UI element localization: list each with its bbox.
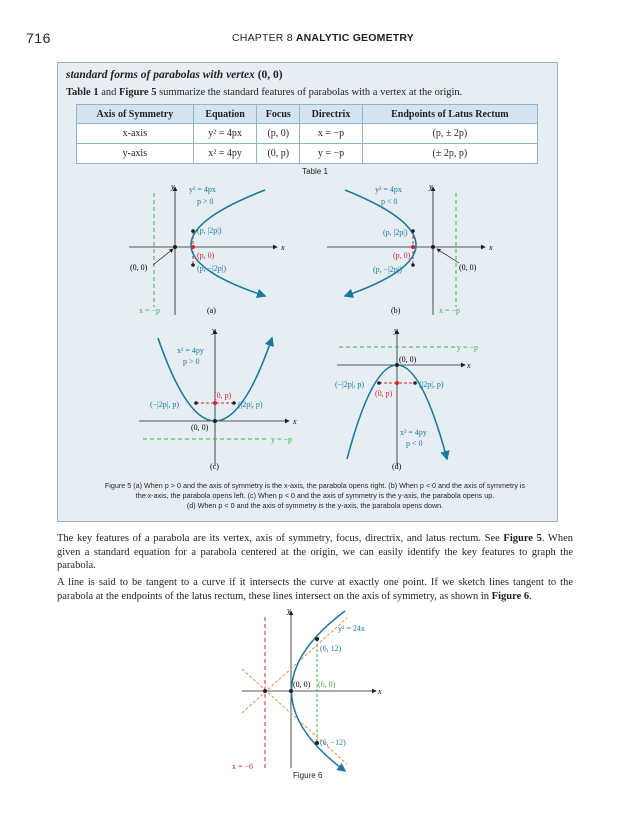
directrix-label: y = −p	[457, 343, 479, 352]
box-intro	[66, 87, 462, 98]
latus-right-label: (|2p|, p)	[419, 380, 444, 389]
graph-c-label: (c)	[210, 462, 219, 471]
graph-a-label: (a)	[207, 306, 216, 315]
latus-right-point	[232, 401, 236, 405]
cell: x² = 4py	[193, 144, 257, 164]
cell: (0, p)	[257, 144, 300, 164]
th-focus: Focus	[257, 105, 300, 124]
para-text: .	[529, 590, 532, 602]
latus-top-point	[191, 229, 195, 233]
para-text: A line is said to be tangent to a curve if it intersects the curve at exactly one point. If we sketch lines tangent to the parabola at the endpoints of the latus rectum, these lines intersect on the axis of symmetry, as shown in	[57, 577, 573, 602]
box-title-text: standard forms of parabolas with vertex	[66, 69, 255, 81]
condition-label: p > 0	[197, 197, 214, 206]
th-equation: Equation	[193, 105, 257, 124]
equation-label: y² = 4px	[375, 185, 402, 194]
latus-top-point	[411, 229, 415, 233]
y-label: y	[212, 326, 216, 335]
para-text: The key features of a parabola are its vertex, axis of symmetry, focus, directrix, and latus rectum. See	[57, 533, 504, 544]
graph-a	[129, 182, 285, 315]
graph-d	[335, 326, 478, 471]
table-header-row	[77, 105, 538, 124]
vertex-point	[173, 245, 177, 249]
cell: (± 2p, p)	[362, 144, 537, 164]
directrix-label: x = −p	[439, 306, 461, 315]
directrix-label: y = −p	[271, 435, 293, 444]
graph-b	[327, 182, 493, 315]
focus-point	[213, 401, 217, 405]
latus-bottom-label: (p, −|2p|)	[197, 264, 227, 273]
table-caption: Table 1	[302, 167, 328, 176]
origin-label: (0, 0)	[399, 355, 417, 364]
tangent-line-upper	[242, 618, 347, 713]
origin-pointer	[153, 249, 173, 265]
origin-label: (0, 0)	[459, 263, 477, 272]
chapter-prefix: CHAPTER 8	[232, 32, 293, 44]
condition-label: p > 0	[183, 357, 200, 366]
equation-label: x² = 4py	[400, 428, 427, 437]
x-label: x	[378, 687, 382, 696]
paragraph-key-features	[57, 532, 573, 573]
figure5-ref: Figure 5	[503, 533, 542, 544]
directrix-label: x = −p	[139, 306, 161, 315]
figure6-ref: Figure 6	[491, 590, 530, 602]
figure5-caption	[100, 481, 530, 511]
cell: y = −p	[300, 144, 362, 164]
latus-left-label: (−|2p|, p)	[150, 400, 180, 409]
figure6-caption: Figure 6	[293, 771, 323, 780]
origin-label: (0, 0)	[130, 263, 148, 272]
cell: (p, ± 2p)	[362, 124, 537, 144]
latus-bottom-point	[315, 741, 319, 745]
latus-left-label: (−|2p|, p)	[335, 380, 365, 389]
th-axis: Axis of Symmetry	[77, 105, 194, 124]
focus-label: (p, 0)	[197, 251, 215, 260]
latus-top-point	[315, 637, 319, 641]
y-label: y	[287, 606, 291, 615]
condition-label: p < 0	[406, 439, 423, 448]
x-label: x	[281, 243, 285, 252]
para-text: . When given a standard equation for a parabola centered at the origin, we can easily identify the key features to graph the parabola.	[57, 533, 574, 572]
vertex-point	[289, 689, 293, 693]
box-title-vertex: (0, 0)	[257, 69, 283, 81]
latus-bottom-point	[411, 263, 415, 267]
intro-rest: summarize the standard features of parabolas with a vertex at the origin.	[156, 87, 463, 98]
y-label: y	[394, 326, 398, 335]
focus-label: (0, p)	[375, 389, 393, 398]
th-latus: Endpoints of Latus Rectum	[362, 105, 537, 124]
table-row	[77, 124, 538, 144]
caption-line: (d) When p < 0 and the axis of symmetry is the y-axis, the parabola opens down.	[186, 501, 444, 510]
paragraph-tangent	[57, 576, 573, 603]
equation-label: y² = 24x	[338, 624, 365, 633]
focus-label: (0, p)	[214, 391, 232, 400]
y-label: y	[171, 182, 175, 191]
graph-d-label: (d)	[392, 462, 402, 471]
chapter-title: ANALYTIC GEOMETRY	[295, 32, 414, 44]
tangent-intersection	[263, 689, 267, 693]
condition-label: p < 0	[381, 197, 398, 206]
cell: (p, 0)	[257, 124, 300, 144]
latus-bottom-point	[191, 263, 195, 267]
equation-label: x² = 4py	[177, 346, 204, 355]
x-label: x	[293, 417, 297, 426]
caption-line: Figure 5 (a) When p > 0 and the axis of symmetry is the x-axis, the parabola opens right. (b) When p < 0 and the axis of symmetry is	[104, 481, 526, 490]
graph-c	[139, 326, 297, 471]
x-label: x	[467, 361, 471, 370]
focus-label: (p, 0)	[393, 251, 411, 260]
latus-top-label: (6, 12)	[320, 644, 342, 653]
page-header	[0, 30, 630, 50]
latus-bottom-label: (6, −12)	[320, 738, 346, 747]
caption-line: the x-axis, the parabola opens left. (c) When p < 0 and the axis of symmetry is the y-axis, the parabola opens up.	[135, 491, 495, 500]
box-title	[66, 69, 283, 81]
figure5-graphs	[57, 175, 558, 480]
chapter-heading	[232, 32, 414, 44]
page-number: 716	[26, 30, 51, 46]
figure6-graph	[220, 603, 390, 773]
table-row	[77, 144, 538, 164]
y-label: y	[429, 182, 433, 191]
parabola-table	[76, 104, 538, 164]
latus-top-label: (p, |2p|)	[383, 228, 408, 237]
focus-point	[191, 245, 195, 249]
vertex-point	[213, 419, 217, 423]
focus-point	[411, 245, 415, 249]
table1-ref: Table 1	[66, 87, 99, 98]
vertex-point	[431, 245, 435, 249]
latus-bottom-label: (p, −|2p|)	[373, 265, 403, 274]
th-directrix: Directrix	[300, 105, 362, 124]
cell: x-axis	[77, 124, 194, 144]
directrix-label: x = −6	[232, 762, 254, 771]
focus-label: (6, 0)	[318, 680, 336, 689]
origin-label: (0, 0)	[191, 423, 209, 432]
x-label: x	[489, 243, 493, 252]
latus-left-point	[377, 381, 381, 385]
intro-connector: and	[98, 87, 120, 98]
latus-left-point	[194, 401, 198, 405]
figure5-ref: Figure 5	[119, 87, 157, 98]
latus-right-label: (|2p|, p)	[238, 400, 263, 409]
cell: y-axis	[77, 144, 194, 164]
cell: x = −p	[300, 124, 362, 144]
graph-b-label: (b)	[391, 306, 401, 315]
equation-label: y² = 4px	[189, 185, 216, 194]
latus-right-point	[413, 381, 417, 385]
focus-point	[395, 381, 399, 385]
origin-label: (0, 0)	[293, 680, 311, 689]
cell: y² = 4px	[193, 124, 257, 144]
latus-top-label: (p, |2p|)	[197, 226, 222, 235]
